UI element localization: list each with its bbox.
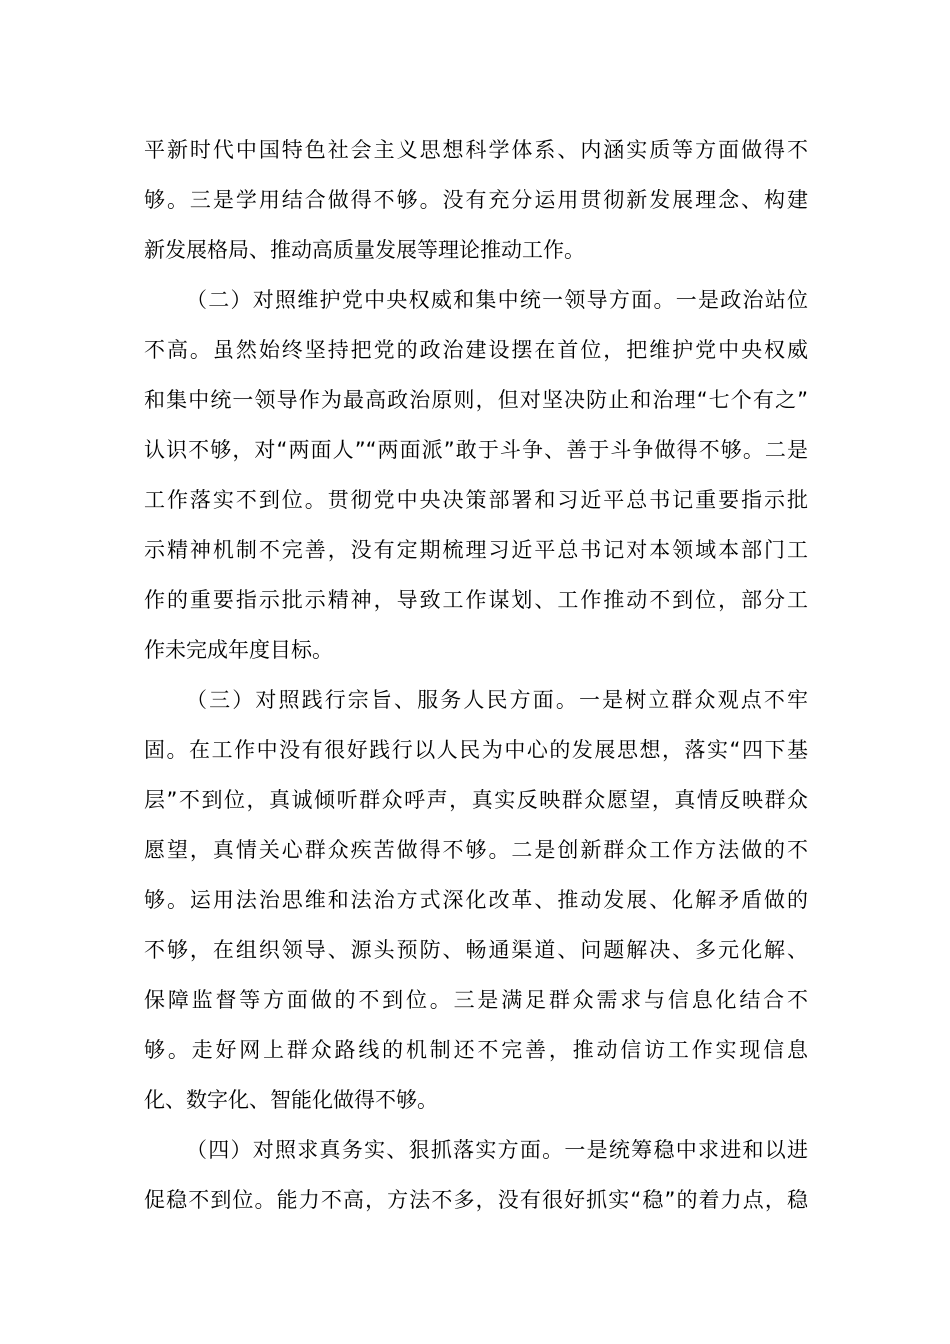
text-line: 作的重要指示批示精神，导致工作谋划、工作推动不到位，部分工 <box>144 588 808 612</box>
text-line: 作未完成年度目标。 <box>144 638 333 662</box>
text-line: 平新时代中国特色社会主义思想科学体系、内涵实质等方面做得不 <box>144 138 808 162</box>
text-line: 保障监督等方面做的不到位。三是满足群众需求与信息化结合不 <box>144 988 808 1012</box>
text-line: 认识不够，对“两面人”“两面派”敢于斗争、善于斗争做得不够。二是 <box>144 438 808 462</box>
text-line: 不够，在组织领导、源头预防、畅通渠道、问题解决、多元化解、 <box>144 938 808 962</box>
text-line: 化、数字化、智能化做得不够。 <box>144 1088 438 1112</box>
text-line: 工作落实不到位。贯彻党中央决策部署和习近平总书记重要指示批 <box>144 488 808 512</box>
text-line: 层”不到位，真诚倾听群众呼声，真实反映群众愿望，真情反映群众 <box>144 788 808 812</box>
section-heading-line: （二）对照维护党中央权威和集中统一领导方面。一是政治站位 <box>186 288 808 312</box>
text-line: 愿望，真情关心群众疾苦做得不够。二是创新群众工作方法做的不 <box>144 838 808 862</box>
text-line: 不高。虽然始终坚持把党的政治建设摆在首位，把维护党中央权威 <box>144 338 808 362</box>
text-line: 够。三是学用结合做得不够。没有充分运用贯彻新发展理念、构建 <box>144 188 808 212</box>
document-body <box>144 125 808 1225</box>
text-line: 够。运用法治思维和法治方式深化改革、推动发展、化解矛盾做的 <box>144 888 808 912</box>
text-line: 示精神机制不完善，没有定期梳理习近平总书记对本领域本部门工 <box>144 538 808 562</box>
text-line: 和集中统一领导作为最高政治原则，但对坚决防止和治理“七个有之” <box>144 388 808 412</box>
text-line: 新发展格局、推动高质量发展等理论推动工作。 <box>144 238 585 262</box>
text-line: 够。走好网上群众路线的机制还不完善，推动信访工作实现信息 <box>144 1038 808 1062</box>
section-heading-line: （四）对照求真务实、狠抓落实方面。一是统筹稳中求进和以进 <box>186 1138 808 1162</box>
text-line: 固。在工作中没有很好践行以人民为中心的发展思想，落实“四下基 <box>144 738 808 762</box>
section-heading-line: （三）对照践行宗旨、服务人民方面。一是树立群众观点不牢 <box>186 688 808 712</box>
text-line: 促稳不到位。能力不高，方法不多，没有很好抓实“稳”的着力点，稳 <box>144 1188 808 1212</box>
